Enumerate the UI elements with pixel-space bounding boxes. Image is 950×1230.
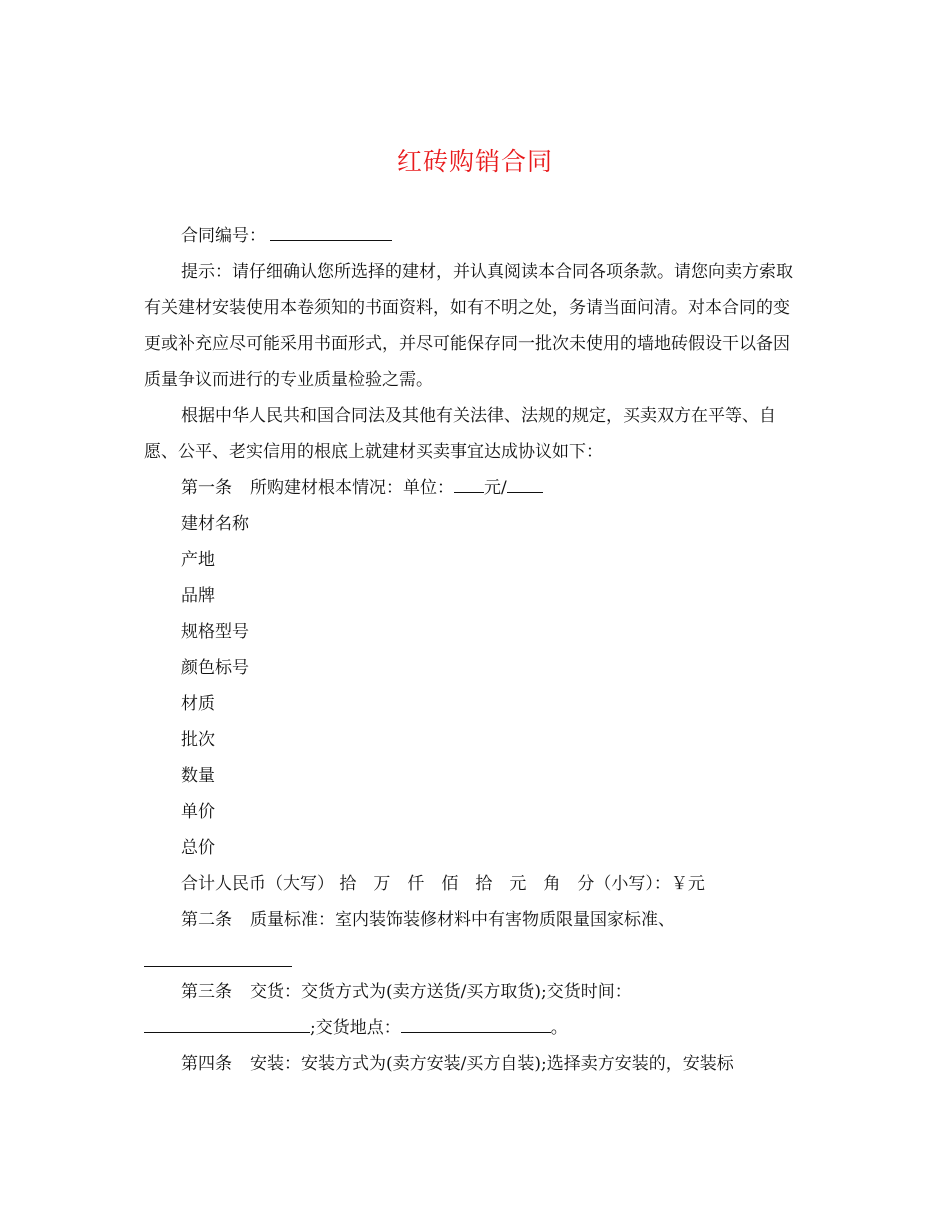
delivery-place-label: ;交货地点： (310, 1018, 401, 1038)
unit-price-blank (454, 478, 484, 493)
article-2-text: 质量标准：室内装饰装修材料中有害物质限量国家标准、 (250, 910, 675, 930)
list-item: 总价 (181, 838, 215, 858)
list-item: 品牌 (181, 586, 215, 606)
article-3-number: 第三条 (181, 982, 232, 1002)
unit-blank (507, 478, 543, 493)
list-item: 产地 (181, 550, 215, 570)
article-2-blank-line (144, 938, 804, 974)
notice-paragraph: 提示：请仔细确认您所选择的建材，并认真阅读本合同各项条款。请您向卖方索取有关建材安装使用本卷须知的书面资料，如有不明之处，务请当面问清。对本合同的变更或补充应尽可能采用书面形式，并尽可能保存同一批次未使用的墙地砖假设干以备因质量争议而进行的专业质量检验之需。 (144, 262, 793, 390)
document-title: 红砖购销合同 (396, 147, 553, 176)
article-1-unit: 元/ (484, 478, 507, 498)
list-item: 颜色标号 (181, 658, 249, 678)
list-item: 材质 (181, 694, 215, 714)
article-2-number: 第二条 (181, 910, 232, 930)
article-3-text: 交货：交货方式为(卖方送货/买方取货);交货时间： (250, 982, 632, 1002)
article-1-text: 所购建材根本情况：单位： (250, 478, 454, 498)
preamble-paragraph: 根据中华人民共和国合同法及其他有关法律、法规的规定，买卖双方在平等、自愿、公平、老实信用的根底上就建材买卖事宜达成协议如下： (144, 406, 776, 462)
list-item: 建材名称 (181, 514, 249, 534)
total-amount-line: 合计人民币（大写） 拾 万 仟 佰 拾 元 角 分（小写）：￥元 (181, 874, 705, 894)
delivery-time-blank (144, 1018, 310, 1033)
list-item: 数量 (181, 766, 215, 786)
article-1-number: 第一条 (181, 478, 232, 498)
article-3-continued (144, 1010, 804, 1046)
article-2 (144, 902, 804, 938)
contract-number-label: 合同编号： (181, 226, 266, 246)
article-3-end: 。 (550, 1018, 568, 1038)
delivery-place-blank (401, 1018, 551, 1033)
list-item: 批次 (181, 730, 215, 750)
document-body (144, 218, 804, 1082)
list-item: 单价 (181, 802, 215, 822)
article-4 (144, 1046, 804, 1082)
article-4-number: 第四条 (181, 1054, 232, 1074)
article-3 (144, 974, 804, 1010)
list-item: 规格型号 (181, 622, 249, 642)
contract-number-line (144, 218, 804, 254)
article-4-text: 安装：安装方式为(卖方安装/买方自装);选择卖方安装的，安装标 (250, 1054, 734, 1074)
quality-standard-blank (144, 952, 292, 967)
contract-number-blank (270, 226, 392, 241)
article-1 (144, 470, 804, 506)
